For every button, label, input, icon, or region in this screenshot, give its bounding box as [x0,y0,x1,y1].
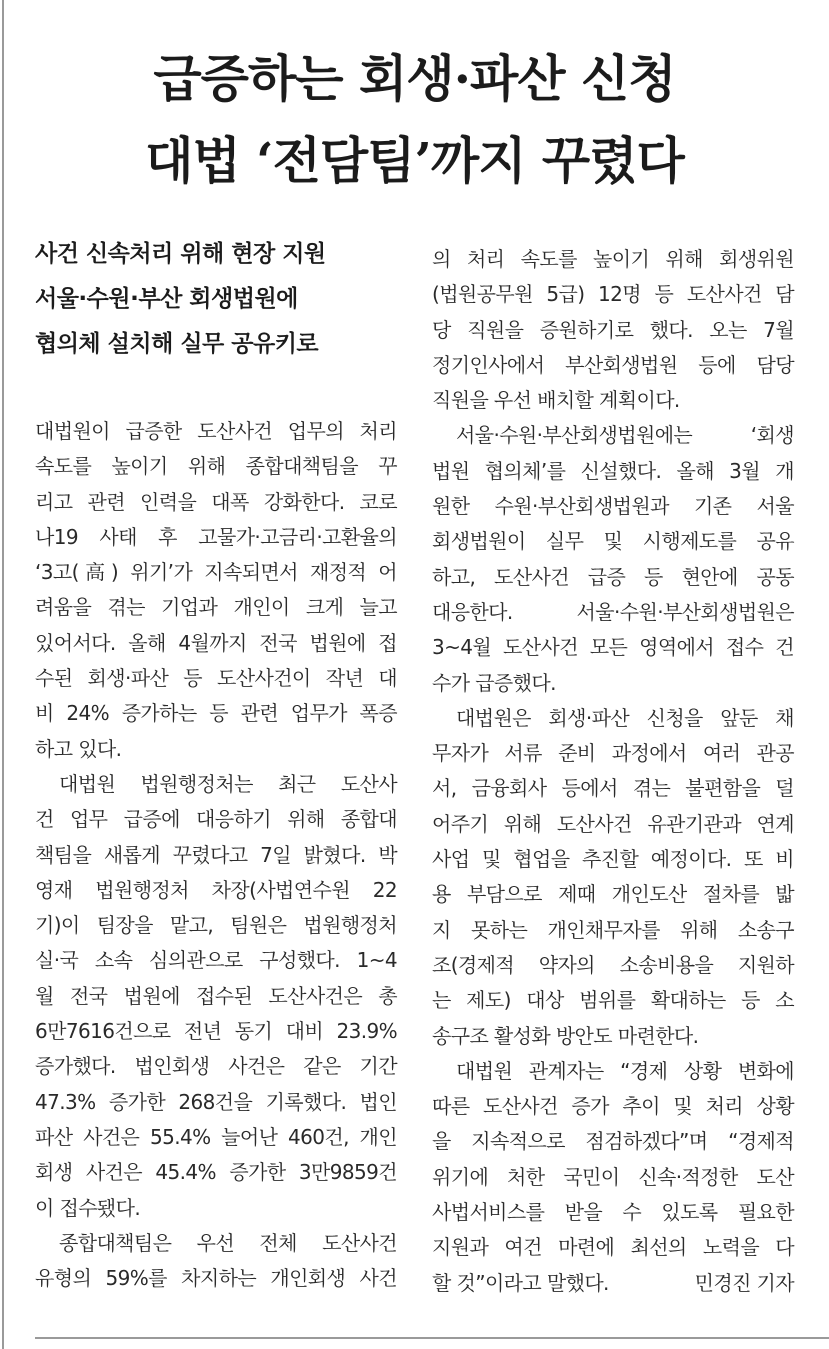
body-text-line: (법원공무원 5급) 12명 등 도산사건 담 [432,282,794,307]
body-text-line: 위기에 처한 국민이 신속·적정한 도산 [432,1164,794,1189]
body-text-line: 송구조 활성화 방안도 마련한다. [432,1023,699,1048]
headline [0,38,829,202]
body-text-line: 종합대책팀은 우선 전체 도산사건 [59,1230,397,1255]
body-text-line: 건 업무 급증에 대응하기 위해 종합대 [35,807,397,832]
body-text-line: 어주기 위해 도산사건 유관기관과 연계 [432,811,794,836]
body-text-line: 하고, 도산사건 급증 등 현안에 공동 [432,564,794,589]
body-text-line: 수가 급증했다. [432,670,556,695]
body-text-line: 정기인사에서 부산회생법원 등에 담당 [432,352,794,377]
body-text-line: 려움을 겪는 기업과 개인이 크게 늘고 [35,595,397,620]
body-text-line: 회생 사건은 45.4% 증가한 3만9859건 [35,1160,397,1185]
bottom-rule [35,1337,829,1339]
body-text-line: 리고 관련 인력을 대폭 강화한다. 코로 [35,489,397,514]
closing-line [432,1266,794,1301]
body-text-line: 원한 수원·부산회생법원과 기존 서울 [432,494,794,519]
body-text-line: 직원을 우선 배치할 계획이다. [432,388,680,413]
body-text-line: 증가했다. 법인회생 사건은 같은 기간 [35,1054,397,1079]
body-text-line: 지원과 여건 마련에 최선의 노력을 다 [432,1235,794,1260]
column-rule-vertical [2,0,4,1349]
body-text-line: ‘3고(高) 위기’가 지속되면서 재정적 어 [35,560,397,585]
body-text-line: 회생법원이 실무 및 시행제도를 공유 [432,529,794,554]
body-text-line: 나19 사태 후 고물가·고금리·고환율의 [35,524,397,549]
body-text-line: 사업 및 협업을 추진할 예정이다. 또 비 [432,847,794,872]
body-text-line: 파산 사건은 55.4% 늘어난 460건, 개인 [35,1124,397,1149]
body-text-line: 대법원이 급증한 도산사건 업무의 처리 [35,419,397,443]
body-text-line: 실·국 소속 심의관으로 구성했다. 1~4 [35,948,397,973]
body-text-line: 할 것”이라고 말했다. [432,1270,609,1295]
body-text-line: 이 접수됐다. [35,1195,141,1220]
body-text-line: 따른 도산사건 증가 추이 및 처리 상황 [432,1094,794,1119]
body-text-line: 책팀을 새롭게 꾸렸다고 7일 밝혔다. 박 [35,842,397,867]
body-text-line: 무자가 서류 준비 과정에서 여러 관공 [432,741,794,766]
body-text-line: 기)이 팀장을 맡고, 팀원은 법원행정처 [35,913,397,938]
body-text-line: 6만7616건으로 전년 동기 대비 23.9% [35,1019,397,1044]
body-text-line: 대응한다. 서울·수원·부산회생법원은 [432,599,794,624]
body-text-line: 조(경제적 약자의 소송비용을 지원하 [432,952,794,977]
subhead-line: 사건 신속처리 위해 현장 지원 [35,241,326,267]
body-text-line: 법원 협의체’를 신설했다. 올해 3월 개 [432,458,794,483]
body-text-line: 는 제도) 대상 범위를 확대하는 등 소 [432,988,794,1013]
byline: 민경진 기자 [694,1270,794,1295]
body-text-line: 용 부담으로 제때 개인도산 절차를 밟 [432,882,794,907]
article-column-left [35,414,397,1296]
body-text-line: 대법원은 회생·파산 신청을 앞둔 채 [456,705,794,730]
body-text-line: 지 못하는 개인채무자를 위해 소송구 [432,917,794,942]
body-text-line: 서, 금융회사 등에서 겪는 불편함을 덜 [432,776,794,801]
body-text-line: 영재 법원행정처 차장(사법연수원 22 [35,877,397,902]
body-text-line: 수된 회생·파산 등 도산사건이 작년 대 [35,666,397,691]
body-text-line: 유형의 59%를 차지하는 개인회생 사건 [35,1266,397,1291]
body-text-line: 을 지속적으로 점검하겠다”며 “경제적 [432,1129,794,1154]
body-text-line: 3~4월 도산사건 모든 영역에서 접수 건 [432,635,794,660]
body-text-line: 47.3% 증가한 268건을 기록했다. 법인 [35,1089,397,1114]
body-text-line: 당 직원을 증원하기로 했다. 오는 7월 [432,317,794,342]
body-text-line: 하고 있다. [35,736,122,761]
subhead-line: 서울·수원·부산 회생법원에 [35,286,298,312]
subhead-line: 협의체 설치해 실무 공유키로 [35,331,319,357]
article-column-right [432,242,794,1301]
body-text-line: 대법원 법원행정처는 최근 도산사 [59,771,397,796]
body-text-line: 대법원 관계자는 “경제 상황 변화에 [456,1058,794,1083]
headline-line-2: 대법 ‘전담팀’까지 꾸렸다 [145,131,684,190]
body-text-line: 비 24% 증가하는 등 관련 업무가 폭증 [35,701,397,726]
body-text-line: 월 전국 법원에 접수된 도산사건은 총 [35,983,397,1008]
body-text-line: 사법서비스를 받을 수 있도록 필요한 [432,1200,794,1225]
body-text-line: 의 처리 속도를 높이기 위해 회생위원 [432,247,794,271]
body-text-line: 있어서다. 올해 4월까지 전국 법원에 접 [35,630,397,655]
subheadlines [35,232,395,367]
headline-line-1: 급증하는 회생·파산 신청 [153,49,676,108]
body-text-line: 서울·수원·부산회생법원에는 ‘회생 [456,423,794,448]
body-text-line: 속도를 높이기 위해 종합대책팀을 꾸 [35,454,397,479]
